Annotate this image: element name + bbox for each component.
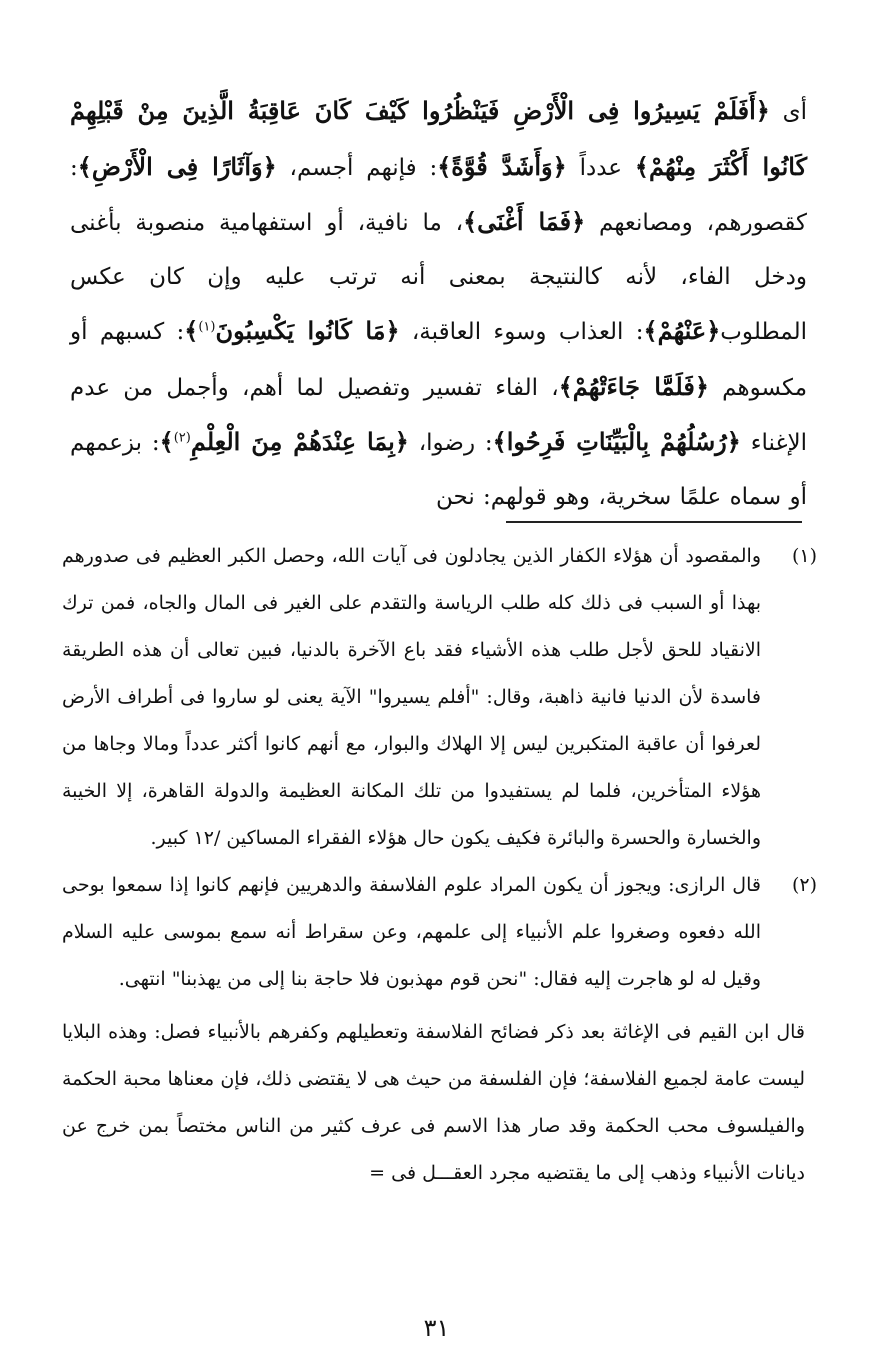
commentary-text: : كقصورهم، ومصانعهم — [70, 154, 807, 236]
commentary-text: ، ما نافية، أو استفهامية منصوبة بأغنى ودخل الفاء، لأنه كالنتيجة بمعنى أنه ترتب عليه وإن كان عكس المطلوب — [70, 210, 807, 345]
commentary-text: : فإنهم أجسم، — [276, 154, 438, 181]
footnote-number: (٢) — [791, 874, 817, 896]
page-number: ٣١ — [423, 1314, 450, 1342]
commentary-text: ، الفاء تفسير وتفصيل لما أهم، وأجمل من عدم الإغناء — [70, 374, 807, 456]
quran-phrase: ﴿رُسُلُهُمْ بِالْبَيِّنَاتِ فَرِحُوا﴾ — [492, 427, 741, 456]
footnote-text: والمقصود أن هؤلاء الكفار الذين يجادلون فى آيات الله، وحصل الكبر العظيم فى صدورهم بهذا أو السبب فى ذلك كله طلب الرياسة والتقدم على الغير فى المال والجاه، فمن ترك الانقياد للحق لأجل طلب هذه الأشياء فقد باع الآخرة بالدنيا، فبين تعالى أن هذه الطريقة فاسدة لأن الدنيا فانية ذاهبة، وقال: "أفلم يسيروا" الآية يعنى لو ساروا فى أطراف الأرض لعرفوا أن عاقبة المتكبرين ليس إلا الهلاك والبوار، مع أنهم كانوا أكثر عدداً ومالا وجاها من هؤلاء المتأخرين، فلما لم يستفيدوا من تلك المكانة العظيمة والدولة القاهرة، إلا الخيبة والخسارة والحسرة والبائرة فكيف يكون حال هؤلاء الفقراء المساكين /١٢ كبير. — [62, 545, 761, 849]
footnote-ref: (١) — [198, 319, 216, 335]
quran-phrase: ﴿فَمَا أَغْنَى﴾ — [463, 207, 586, 236]
footnote-1 — [62, 533, 817, 862]
commentary-text: : العذاب وسوء العاقبة، — [399, 319, 644, 345]
footnote-divider — [506, 521, 802, 523]
quran-phrase: ﴿وَأَشَدَّ قُوَّةً﴾ — [437, 151, 567, 181]
main-text — [70, 84, 807, 524]
footnote-number: (١) — [791, 545, 817, 567]
commentary-text: : كسبهم أو مكسوهم — [70, 319, 808, 401]
footnote-ref: (٢) — [173, 430, 191, 446]
quran-phrase: ﴿عَنْهُمْ﴾ — [643, 316, 721, 345]
quran-phrase: ﴾ — [184, 316, 199, 345]
quran-phrase: ﴿وَآثَارًا فِى الْأَرْضِ﴾ — [77, 151, 277, 181]
quran-phrase: ﴿أَفَلَمْ يَسِيرُوا فِى الْأَرْضِ فَيَنْظُرُوا كَيْفَ كَانَ عَاقِبَةُ الَّذِينَ مِنْ قَبْلِهِمْ كَانُوا أَكْثَرَ مِنْهُمْ﴾ — [70, 96, 808, 181]
commentary-text: : بزعمهم أو سماه علمًا سخرية، وهو قولهم: نحن — [70, 430, 807, 510]
footnote-2 — [62, 862, 817, 1003]
footnote-continuation: قال ابن القيم فى الإغاثة بعد ذكر فضائح الفلاسفة وتعطيلهم وكفرهم بالأنبياء فصل: وهذه البلايا ليست عامة لجميع الفلاسفة؛ فإن الفلسفة من حيث هى لا يقتضى ذلك، فإن معناها محبة الحكمة والفيلسوف محب الحكمة وقد صار هذا الاسم فى عرف كثير من الناس مختصاً بمن خرج عن ديانات الأنبياء وذهب إلى ما يقتضيه مجرد العقـــل فى = — [62, 1021, 805, 1184]
footnotes — [62, 533, 817, 1197]
quran-phrase: ﴿مَا كَانُوا يَكْسِبُونَ — [215, 316, 400, 345]
commentary-text: : رضوا، — [408, 430, 493, 456]
quran-phrase: ﴿فَلَمَّا جَاءَتْهُمْ﴾ — [558, 371, 709, 401]
footnote-text: قال الرازى: ويجوز أن يكون المراد علوم الفلاسفة والدهريين فإنهم كانوا إذا سمعوا بوحى الله دفعوه وصغروا علم الأنبياء إلى علمهم، وعن سقراط أنه سمع بموسى عليه السلام وقيل له لو هاجرت إليه فقال: "نحن قوم مهذبون فلا حاجة بنا إلى من يهذبنا" انتهى. — [62, 874, 761, 990]
commentary-text: أى — [769, 99, 807, 125]
quran-phrase: ﴿بِمَا عِنْدَهُمْ مِنَ الْعِلْمِ — [190, 427, 409, 456]
quran-phrase: ﴾ — [159, 427, 174, 456]
commentary-text: عدداً — [566, 154, 635, 181]
